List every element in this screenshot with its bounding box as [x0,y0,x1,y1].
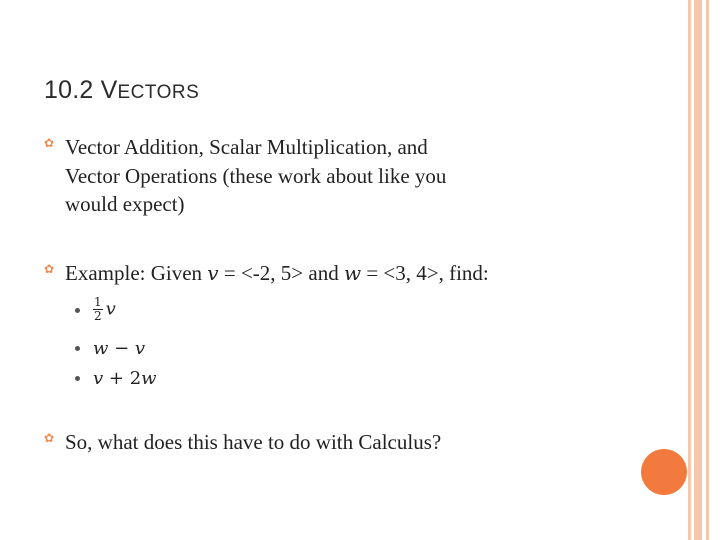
right-border-line-3 [706,0,709,540]
right-border-line-2 [694,0,702,540]
bullet-text: Vector Addition, Scalar Multiplication, and Vector Operations (these work about like you would expect) [65,135,447,216]
bullet-text: So, what does this have to do with Calculus? [65,430,442,454]
bullet-marker-icon: ✿ [44,136,55,150]
sub-bullet-dot [75,376,80,381]
bullet-marker-icon: ✿ [44,262,55,276]
math-expression: $\frac{1}{2}$ v [94,295,116,323]
math-expression: v + 2w [93,368,157,389]
sub-bullet-dot [75,346,80,351]
slide-title: 10.2 VECTORS [44,76,200,104]
bullet-marker-icon: ✿ [44,431,55,445]
decorative-orange-circle [641,449,687,495]
sub-bullet-dot [75,308,80,313]
bullet-text: Example: Given v = <-2, 5> and w = <3, 4>, find: [65,261,489,285]
right-border-line-1 [688,0,691,540]
math-expression: w − v [93,338,146,359]
